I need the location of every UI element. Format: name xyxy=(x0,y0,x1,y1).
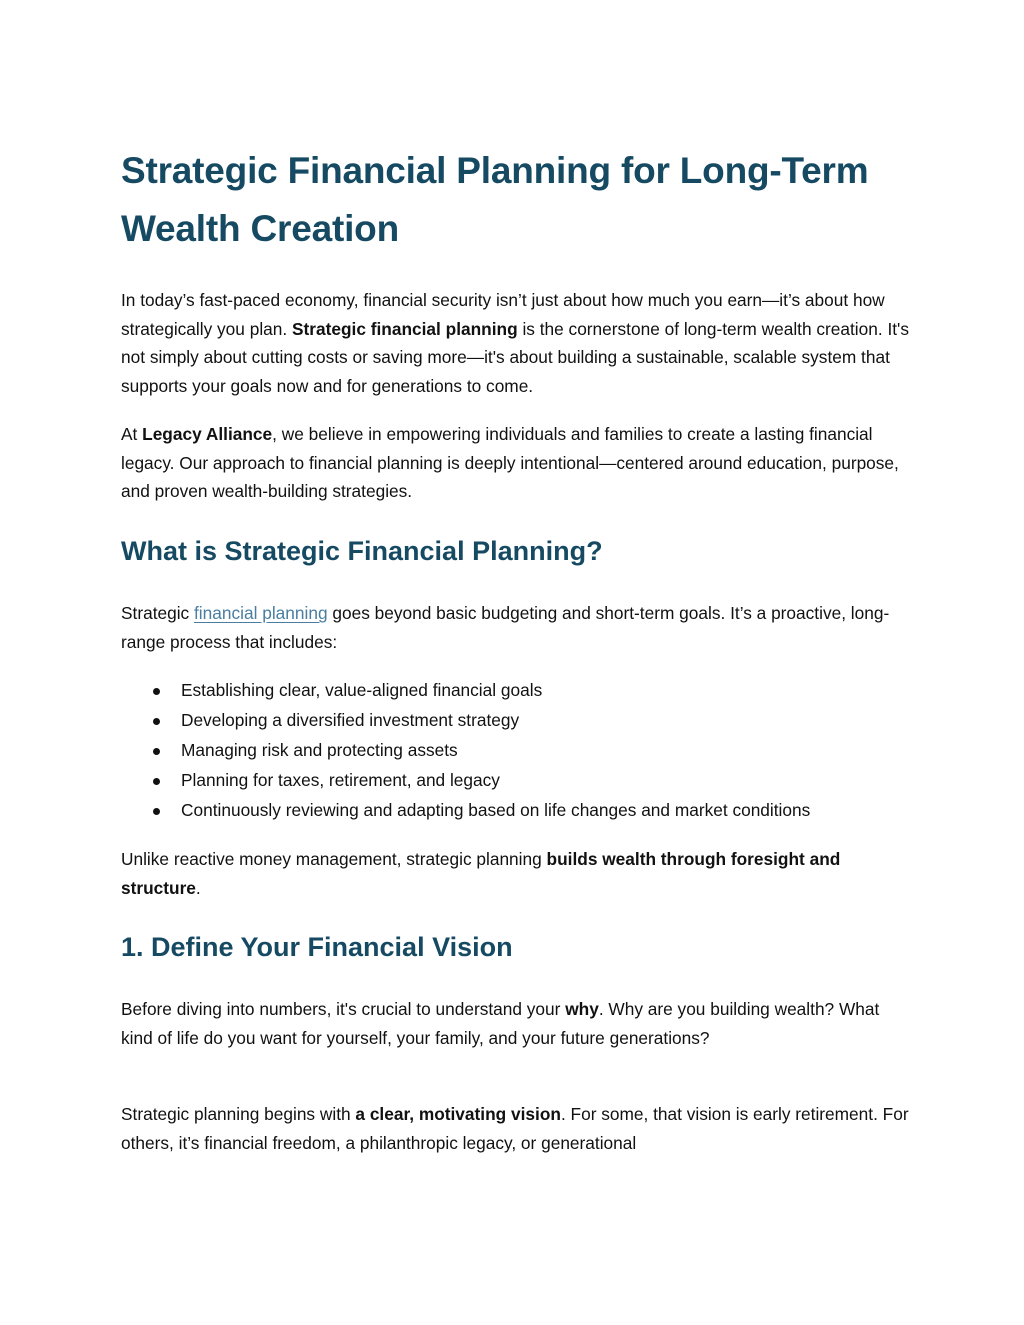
bold-text: why xyxy=(565,999,599,1019)
list-item-text: Managing risk and protecting assets xyxy=(181,739,458,760)
text-run: goes beyond basic budgeting and short-term goals. It’s a proactive, long-range process that includes: xyxy=(121,603,890,652)
bullet-icon xyxy=(153,718,160,725)
bullet-icon xyxy=(153,778,160,785)
list-item xyxy=(121,736,911,766)
text-run: . xyxy=(195,877,201,898)
bullet-list xyxy=(121,676,911,826)
list-item-text: Planning for taxes, retirement, and legacy xyxy=(181,769,500,790)
intro-paragraph-2 xyxy=(121,420,911,506)
section2-paragraph-1 xyxy=(121,995,911,1052)
financial-planning-link[interactable]: financial planning xyxy=(194,603,328,623)
section1-paragraph-1 xyxy=(121,599,911,656)
text-run: In today’s fast-paced economy, financial security isn’t just about how much you earn—it’s about how strategically you plan. xyxy=(121,290,885,339)
section2-paragraph-2 xyxy=(121,1100,911,1157)
bold-text: builds wealth through foresight and structure xyxy=(121,849,841,898)
bullet-icon xyxy=(153,688,160,695)
section1-paragraph-2 xyxy=(121,845,911,902)
text-run: At xyxy=(121,424,143,444)
list-item-text: Establishing clear, value-aligned financial goals xyxy=(181,680,543,700)
bold-text: Strategic financial planning xyxy=(291,318,518,339)
section-heading-what-is: What is Strategic Financial Planning? xyxy=(121,536,603,566)
text-run: Strategic planning begins with xyxy=(121,1104,356,1124)
text-run: Unlike reactive money management, strategic planning xyxy=(121,849,547,869)
bold-text: Legacy Alliance xyxy=(142,424,273,444)
text-run: is the cornerstone of long-term wealth creation. It's not simply about cutting costs or saving more—it's about building a sustainable, scalable system that supports your goals now and for generations to come. xyxy=(121,318,909,396)
text-run: . For some, that vision is early retirement. For others, it’s financial freedom, a philanthropic legacy, or generational xyxy=(121,1104,909,1153)
section-heading-financial-vision: 1. Define Your Financial Vision xyxy=(121,932,513,962)
list-item-text: Continuously reviewing and adapting based on life changes and market conditions xyxy=(181,799,811,820)
text-run: , we believe in empowering individuals and families to create a lasting financial legacy. Our approach to financial planning is deeply intentional—centered around education, purpose, and proven wealth-building strategies. xyxy=(121,424,899,502)
text-run: Strategic xyxy=(121,603,194,623)
text-run: . Why are you building wealth? What kind of life do you want for yourself, your family, and your future generations? xyxy=(121,999,880,1048)
page-title: Strategic Financial Planning for Long-Term Wealth Creation xyxy=(121,150,869,249)
text-run: Before diving into numbers, it's crucial to understand your xyxy=(121,999,566,1019)
list-item xyxy=(121,706,911,736)
bold-text: a clear, motivating vision xyxy=(355,1104,561,1124)
list-item xyxy=(121,676,911,706)
bullet-icon xyxy=(153,748,160,755)
list-item xyxy=(121,766,911,796)
intro-paragraph-1 xyxy=(121,286,911,400)
list-item-text: Developing a diversified investment strategy xyxy=(181,709,520,730)
bullet-icon xyxy=(153,808,160,815)
list-item xyxy=(121,796,911,826)
